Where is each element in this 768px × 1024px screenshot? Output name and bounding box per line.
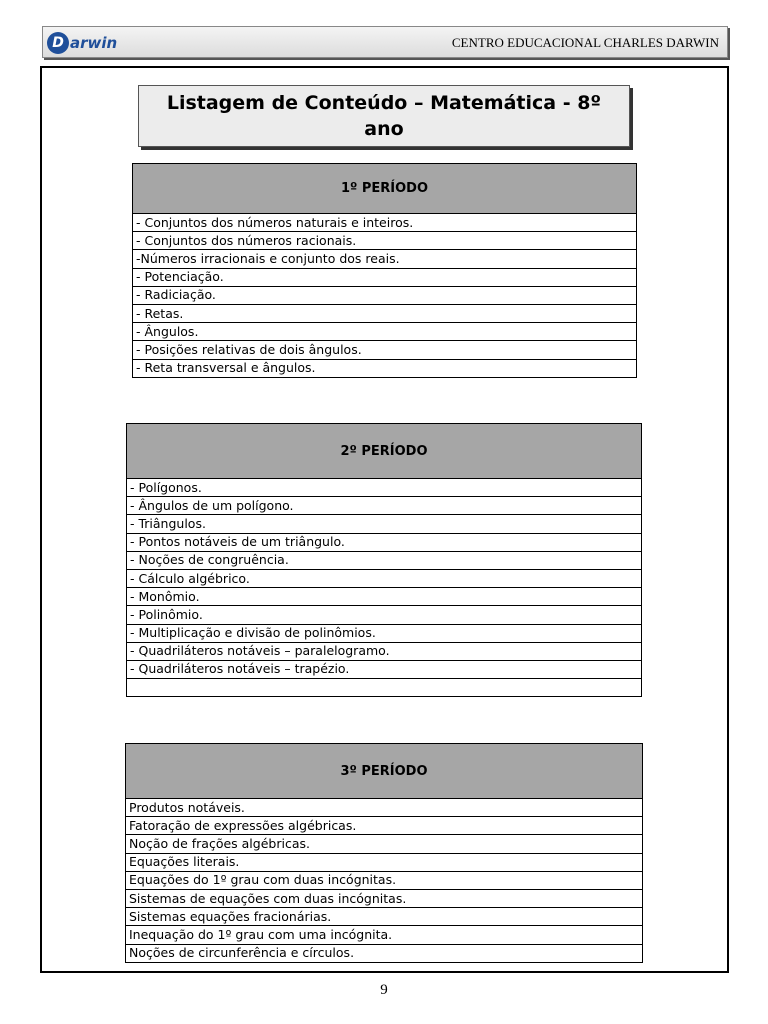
content-item: - Monômio. (127, 588, 642, 606)
period-3-heading: 3º PERÍODO (126, 744, 643, 799)
content-item: - Ângulos. (133, 323, 637, 341)
table-row (133, 359, 637, 377)
content-item: - Conjuntos dos números racionais. (133, 232, 637, 250)
table-row (133, 286, 637, 304)
content-item: Fatoração de expressões algébricas. (126, 817, 643, 835)
content-item: Produtos notáveis. (126, 799, 643, 817)
table-row (126, 799, 643, 817)
content-item: - Noções de congruência. (127, 551, 642, 569)
content-item: - Posições relativas de dois ângulos. (133, 341, 637, 359)
table-row (126, 817, 643, 835)
content-item: - Radiciação. (133, 286, 637, 304)
table-row (133, 268, 637, 286)
table-row (126, 853, 643, 871)
table-row (133, 214, 637, 232)
table-row (133, 250, 637, 268)
table-row (127, 515, 642, 533)
page-number: 9 (380, 982, 388, 998)
table-row (126, 926, 643, 944)
darwin-logo (47, 31, 117, 55)
period-2-table (126, 423, 642, 697)
table-row (127, 569, 642, 587)
content-item: Sistemas de equações com duas incógnitas. (126, 889, 643, 907)
content-item: - Retas. (133, 304, 637, 322)
table-row (126, 835, 643, 853)
content-item: Noção de frações algébricas. (126, 835, 643, 853)
content-item: - Potenciação. (133, 268, 637, 286)
content-item: - Ângulos de um polígono. (127, 497, 642, 515)
content-item: - Polinômio. (127, 606, 642, 624)
content-item: -Números irracionais e conjunto dos reais. (133, 250, 637, 268)
content-item (127, 679, 642, 697)
table-row (127, 479, 642, 497)
table-row (127, 660, 642, 678)
content-item: Inequação do 1º grau com uma incógnita. (126, 926, 643, 944)
content-item: - Conjuntos dos números naturais e inteiros. (133, 214, 637, 232)
content-item: - Cálculo algébrico. (127, 569, 642, 587)
content-item: - Triângulos. (127, 515, 642, 533)
content-item: - Quadriláteros notáveis – paralelogramo. (127, 642, 642, 660)
table-row (133, 341, 637, 359)
document-title: Listagem de Conteúdo – Matemática - 8º ano (138, 85, 630, 147)
page-header (42, 26, 728, 58)
table-row (127, 624, 642, 642)
table-row (127, 551, 642, 569)
table-row (127, 533, 642, 551)
period-2-heading: 2º PERÍODO (127, 424, 642, 479)
table-row (133, 232, 637, 250)
table-row (127, 679, 642, 697)
table-row (133, 304, 637, 322)
school-name: CENTRO EDUCACIONAL CHARLES DARWIN (451, 35, 719, 50)
content-item: Sistemas equações fracionárias. (126, 908, 643, 926)
content-item: Equações literais. (126, 853, 643, 871)
period-3-table (125, 743, 643, 963)
table-row (127, 588, 642, 606)
table-row (133, 323, 637, 341)
table-row (127, 497, 642, 515)
content-item: Equações do 1º grau com duas incógnitas. (126, 871, 643, 889)
logo-letter: D (47, 32, 69, 54)
table-row (126, 889, 643, 907)
table-row (126, 908, 643, 926)
table-row (126, 871, 643, 889)
table-row (127, 642, 642, 660)
content-item: - Pontos notáveis de um triângulo. (127, 533, 642, 551)
content-item: - Multiplicação e divisão de polinômios. (127, 624, 642, 642)
content-item: - Polígonos. (127, 479, 642, 497)
table-row (127, 606, 642, 624)
content-item: - Reta transversal e ângulos. (133, 359, 637, 377)
logo-text: arwin (70, 34, 118, 52)
table-row (126, 944, 643, 962)
content-item: Noções de circunferência e círculos. (126, 944, 643, 962)
period-1-heading: 1º PERÍODO (133, 164, 637, 214)
content-item: - Quadriláteros notáveis – trapézio. (127, 660, 642, 678)
period-1-table (132, 163, 637, 378)
